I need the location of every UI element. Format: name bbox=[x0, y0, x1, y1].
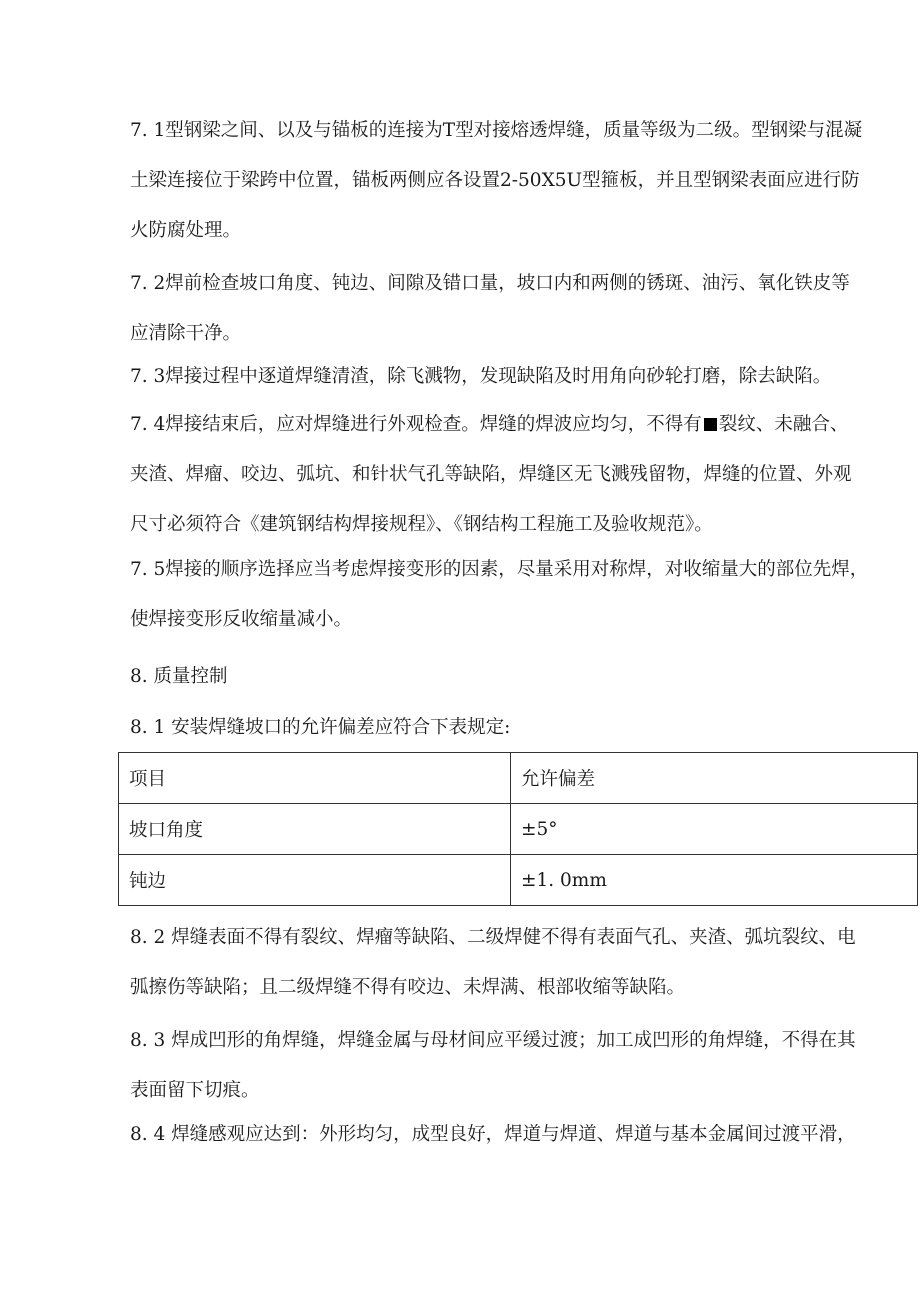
paragraph-7-4 bbox=[130, 400, 920, 550]
table-header-cell: 项目 bbox=[119, 753, 511, 804]
paragraph-7-1 bbox=[130, 106, 920, 256]
black-square-glyph bbox=[704, 418, 717, 431]
paragraph-8-4 bbox=[130, 1110, 920, 1160]
text-line: 火防腐处理。 bbox=[130, 220, 242, 241]
text-line: 8. 3 焊成凹形的角焊缝，焊缝金属与母材间应平缓过渡；加工成凹形的角焊缝，不得在其 bbox=[130, 1030, 856, 1051]
text-line bbox=[130, 400, 920, 450]
paragraph-7-2 bbox=[130, 259, 920, 359]
text-segment: 7. 4焊接结束后，应对焊缝进行外观检查。焊缝的焊波应均匀，不得有 bbox=[130, 414, 702, 435]
table-row bbox=[119, 804, 918, 855]
table-row bbox=[119, 855, 918, 906]
text-line: 7. 3焊接过程中逐道焊缝清渣，除飞溅物，发现缺陷及时用角向砂轮打磨，除去缺陷。 bbox=[130, 366, 832, 387]
table-cell: ±5° bbox=[511, 804, 918, 855]
text-line: 夹渣、焊瘤、咬边、弧坑、和针状气孔等缺陷，焊缝区无飞溅残留物，焊缝的位置、外观 bbox=[130, 464, 852, 485]
table-header-row bbox=[119, 753, 918, 804]
paragraph-8-2 bbox=[130, 913, 920, 1013]
paragraph-7-3 bbox=[130, 352, 920, 402]
paragraph-7-5 bbox=[130, 545, 920, 645]
table-header-cell: 允许偏差 bbox=[511, 753, 918, 804]
text-line: 7. 1型钢梁之间、以及与锚板的连接为T型对接熔透焊缝，质量等级为二级。型钢梁与混凝 bbox=[130, 120, 863, 141]
text-line: 尺寸必须符合《建筑钢结构焊接规程》、《钢结构工程施工及验收规范》。 bbox=[130, 514, 713, 535]
paragraph-8-3 bbox=[130, 1016, 920, 1116]
table-cell: 坡口角度 bbox=[119, 804, 511, 855]
tolerance-table bbox=[118, 752, 918, 906]
table-cell: ±1. 0mm bbox=[511, 855, 918, 906]
text-line: 使焊接变形反收缩量减小。 bbox=[130, 609, 353, 630]
text-line: 土梁连接位于梁跨中位置，锚板两侧应各设置2-50X5U型箍板，并且型钢梁表面应进行防 bbox=[130, 170, 860, 191]
text-line: 7. 5焊接的顺序选择应当考虑焊接变形的因素，尽量采用对称焊，对收缩量大的部位先焊， bbox=[130, 559, 869, 580]
text-line: 7. 2焊前检查坡口角度、钝边、间隙及错口量，坡口内和两侧的锈斑、油污、氧化铁皮等 bbox=[130, 273, 850, 294]
text-line: 表面留下切痕。 bbox=[130, 1080, 260, 1101]
text-line: 应清除干净。 bbox=[130, 323, 242, 344]
text-line: 8. 2 焊缝表面不得有裂纹、焊瘤等缺陷、二级焊健不得有表面气孔、夹渣、弧坑裂纹、电 bbox=[130, 927, 856, 948]
text-line: 8. 1 安装焊缝坡口的允许偏差应符合下表规定: bbox=[130, 717, 511, 738]
text-segment: 裂纹、未融合、 bbox=[718, 414, 849, 435]
text-line: 8. 4 焊缝感观应达到：外形均匀，成型良好，焊道与焊道、焊道与基本金属间过渡平滑， bbox=[130, 1124, 856, 1145]
heading-text: 8. 质量控制 bbox=[130, 666, 228, 687]
table-cell: 钝边 bbox=[119, 855, 511, 906]
section-heading-8 bbox=[130, 652, 920, 702]
paragraph-8-1 bbox=[130, 703, 920, 753]
text-line: 弧擦伤等缺陷；且二级焊缝不得有咬边、未焊满、根部收缩等缺陷。 bbox=[130, 977, 686, 998]
